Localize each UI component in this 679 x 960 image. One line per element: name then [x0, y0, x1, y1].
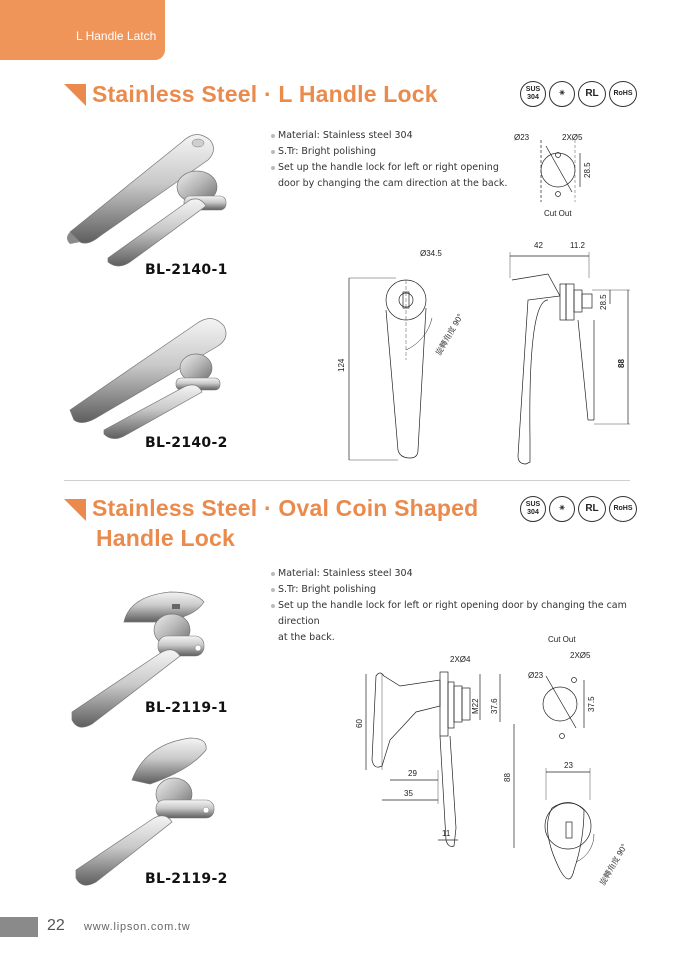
dim-label: 37.5: [587, 696, 596, 712]
model-label: BL-2119-1: [145, 700, 228, 716]
dim-label: 88: [503, 773, 512, 782]
dim-label: 124: [337, 358, 346, 372]
dim-label: 2XØ5: [570, 651, 591, 660]
dim-label: 11: [442, 829, 451, 838]
sus304-badge: SUS 304: [520, 81, 546, 107]
spec-setup-cont: door by changing the cam direction at the back.: [278, 178, 508, 189]
dim-label: 11.2: [570, 241, 585, 250]
dim-label: 2XØ5: [562, 133, 583, 142]
rl-badge: RL: [578, 81, 606, 107]
drawing-2-labels: [355, 635, 629, 887]
product-photo-bl-2140-2: [70, 318, 226, 438]
dim-label: 37.6: [490, 698, 499, 714]
spec-material: Material: Stainless steel 304: [270, 566, 640, 582]
spec-finish: S.Tr: Bright polishing: [270, 582, 640, 598]
spec-setup-cont: at the back.: [278, 632, 335, 643]
model-label: BL-2140-2: [145, 435, 228, 451]
rohs-badge: RoHS: [609, 496, 637, 522]
dim-label: 2XØ4: [450, 655, 471, 664]
model-label: BL-2119-2: [145, 871, 228, 887]
rohs-badge: RoHS: [609, 81, 637, 107]
cutout-label: Cut Out: [544, 209, 572, 218]
section2-title-line2: Handle Lock: [96, 525, 235, 551]
dim-label: Ø23: [514, 133, 530, 142]
sus304-badge: SUS 304: [520, 496, 546, 522]
star-badge: ✳: [549, 496, 575, 522]
dim-label: 28.5: [583, 162, 592, 178]
dim-label: 88: [617, 359, 626, 368]
star-badge: ✳: [549, 81, 575, 107]
technical-drawing-1: [349, 140, 630, 464]
cutout-label: Cut Out: [548, 635, 576, 644]
technical-drawing-2: [366, 672, 594, 879]
dim-label: 60: [355, 719, 364, 728]
product-photo-bl-2119-1: [72, 592, 204, 727]
website-url: www.lipson.com.tw: [84, 921, 191, 933]
page-number: 22: [47, 917, 65, 934]
section1-title: Stainless Steel · L Handle Lock: [92, 81, 438, 107]
dim-label: Ø34.5: [420, 249, 442, 258]
section2-title: Stainless Steel · Oval Coin Shaped: [92, 495, 479, 521]
dim-label: M22: [471, 698, 480, 714]
dim-label: 29: [408, 769, 417, 778]
dim-label: 28.5: [599, 294, 608, 310]
spec-finish: S.Tr: Bright polishing: [270, 144, 510, 160]
dim-label: 35: [404, 789, 413, 798]
category-tab-label: L Handle Latch: [76, 29, 157, 43]
dim-label: 42: [534, 241, 543, 250]
footer-bar: [0, 917, 38, 937]
rotate-label: 旋轉角度 90°: [433, 312, 465, 357]
spec-setup: Set up the handle lock for left or right opening: [270, 160, 510, 176]
spec-material: Material: Stainless steel 304: [270, 128, 510, 144]
spec-setup: Set up the handle lock for left or right opening door by changing the cam direction: [270, 598, 640, 630]
model-label: BL-2140-1: [145, 262, 228, 278]
product-photo-bl-2119-2: [76, 738, 214, 885]
rotate-label: 旋轉角度 90°: [597, 842, 629, 887]
dim-label: Ø23: [528, 671, 544, 680]
dim-label: 23: [564, 761, 573, 770]
product-photo-bl-2140-1: [67, 134, 226, 266]
drawing-1-labels: [337, 133, 626, 372]
rl-badge: RL: [578, 496, 606, 522]
